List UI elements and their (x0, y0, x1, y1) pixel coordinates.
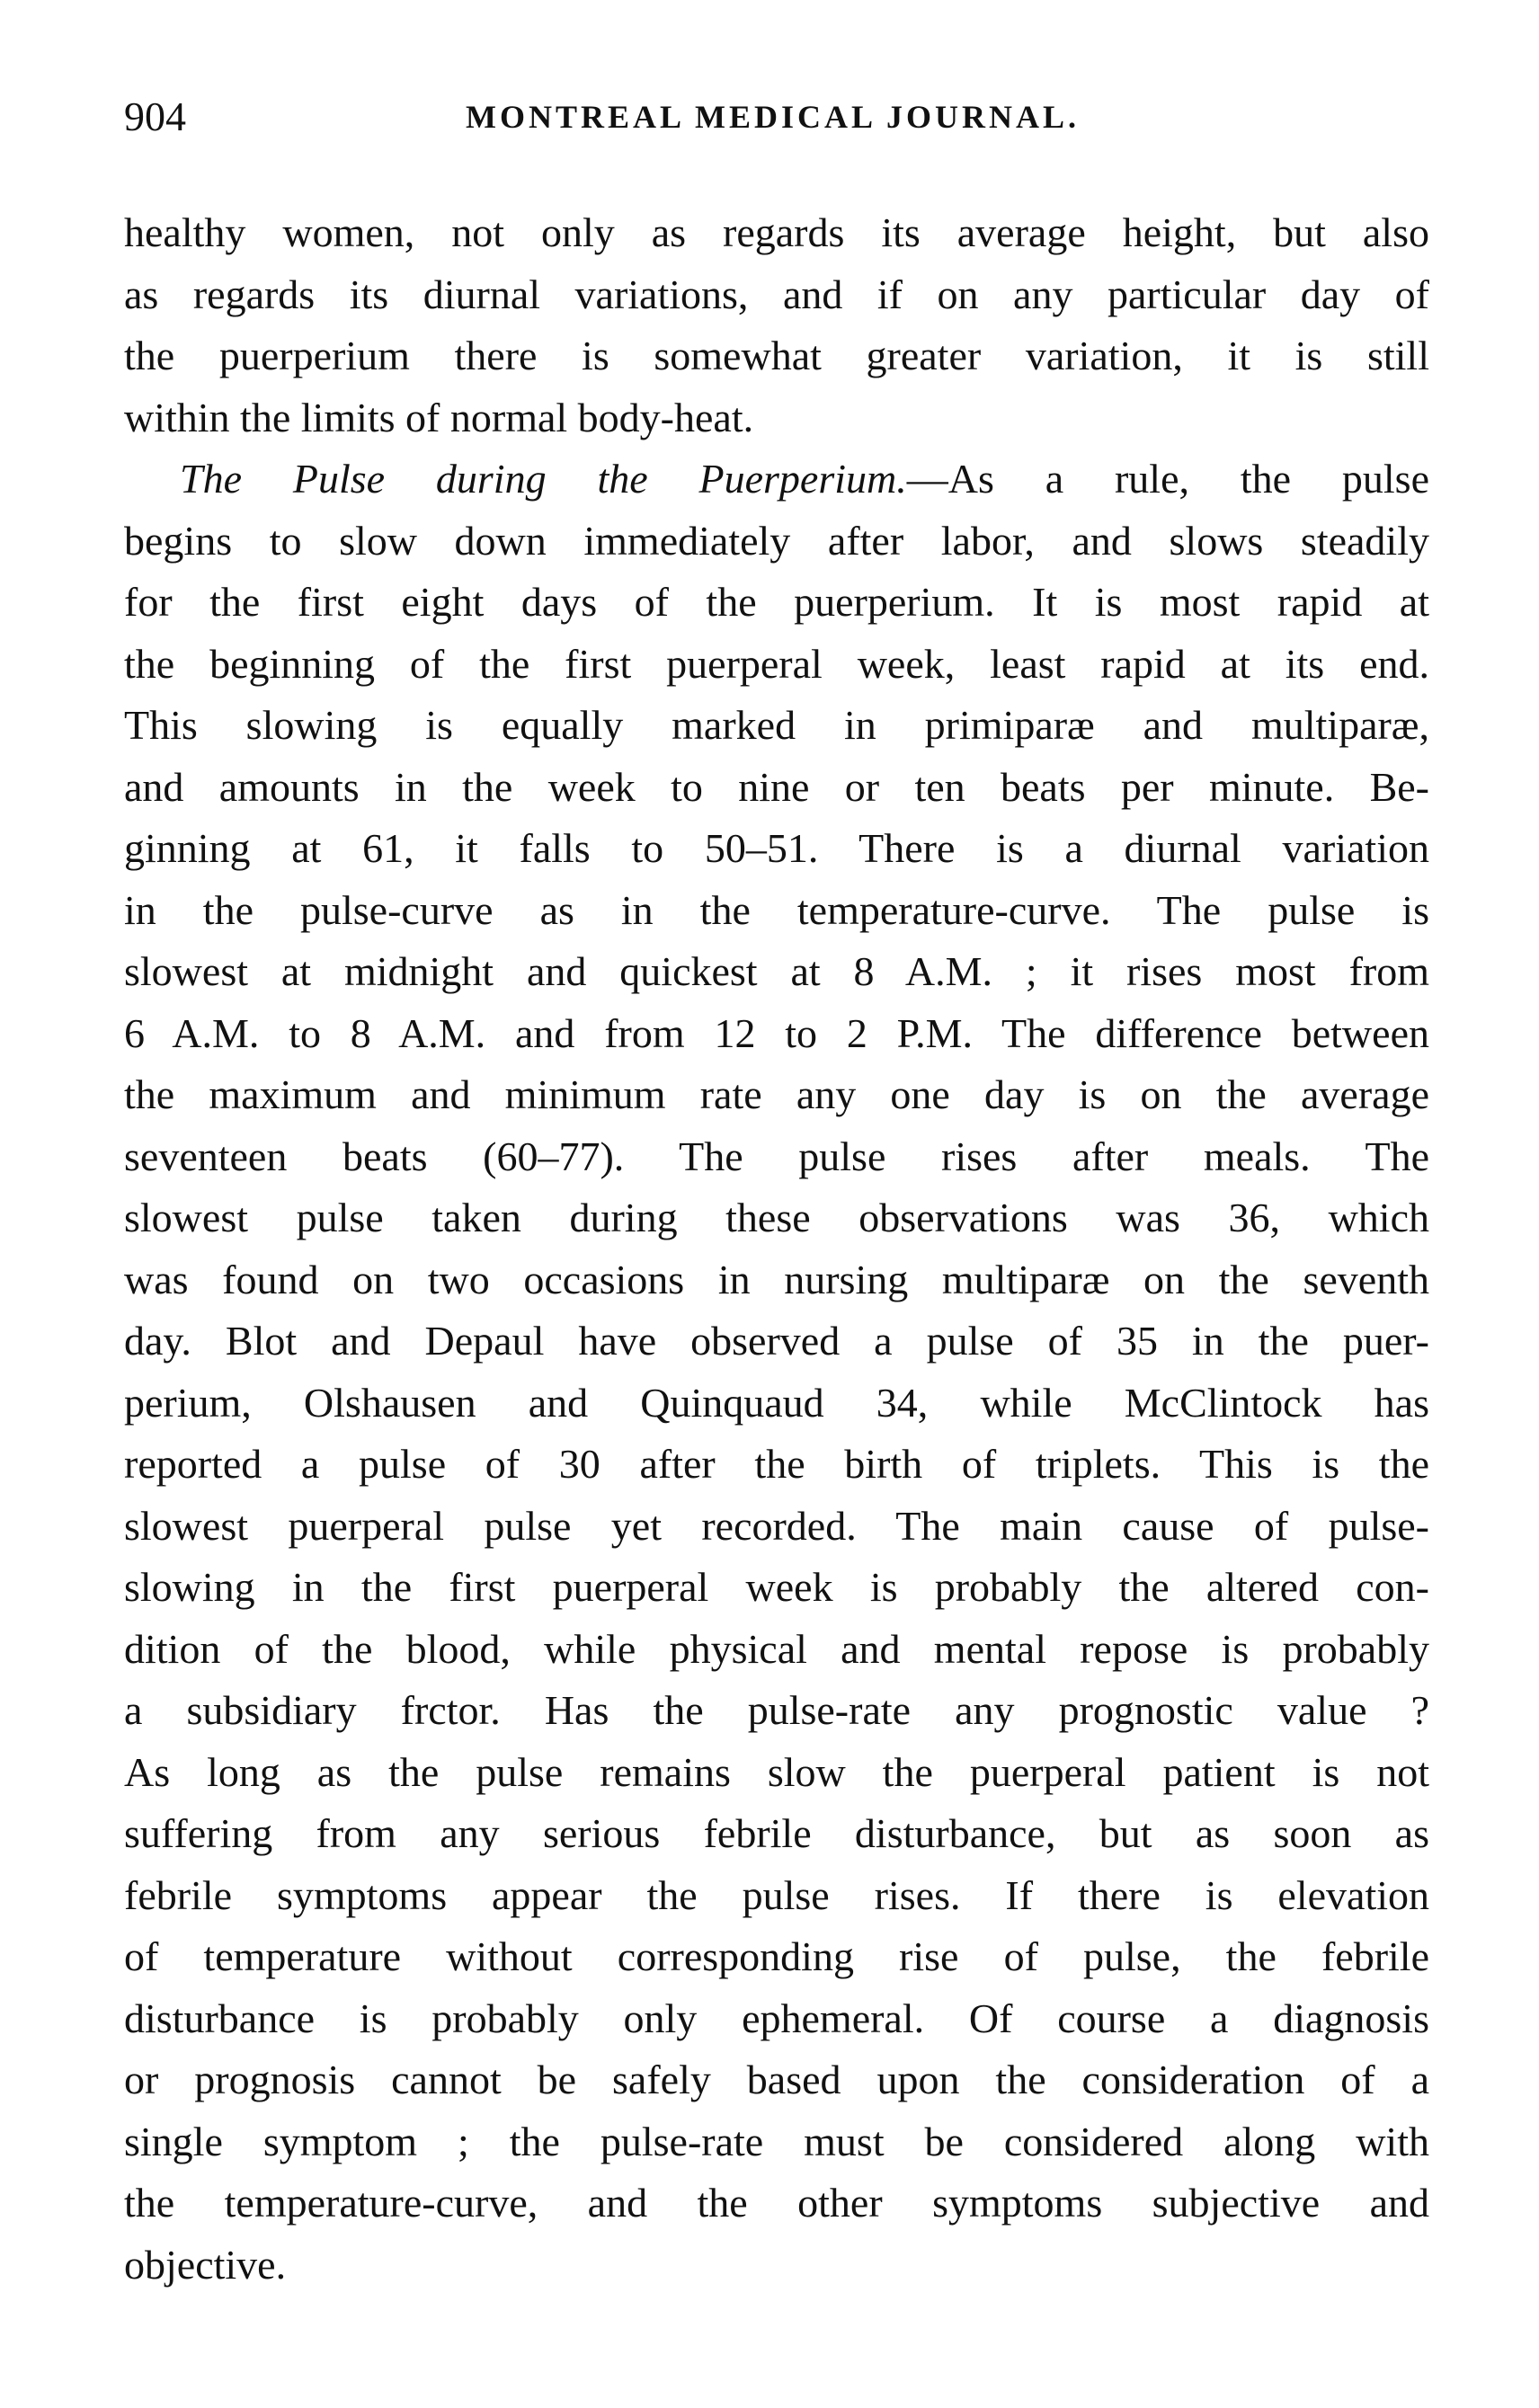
text-line: objective. (124, 2241, 287, 2288)
section-first-line-text: —As a rule, the pulse (906, 456, 1429, 502)
text-line: within the limits of normal body-heat. (124, 394, 754, 440)
text-line: dition of the blood, while physical and mental repose is probably (124, 1625, 1429, 1672)
text-line: single symptom ; the pulse-rate must be considered along with (124, 2118, 1429, 2164)
text-line: ginning at 61, it falls to 50–51. There is a diurnal variation (124, 825, 1429, 871)
text-line: a subsidiary frctor. Has the pulse-rate any prognostic value ? (124, 1687, 1429, 1733)
text-line: This slowing is equally marked in primiparæ and multiparæ, (124, 702, 1429, 748)
page-number: 904 (124, 93, 186, 139)
running-head (124, 85, 1429, 148)
text-line: disturbance is probably only ephemeral. Of course a diagnosis (124, 1995, 1429, 2041)
text-line: in the pulse-curve as in the temperature-curve. The pulse is (124, 886, 1429, 933)
text-line: 6 A.M. to 8 A.M. and from 12 to 2 P.M. The difference between (124, 1009, 1429, 1056)
text-line: and amounts in the week to nine or ten beats per minute. Be- (124, 763, 1429, 810)
text-line: day. Blot and Depaul have observed a pulse of 35 in the puer- (124, 1318, 1429, 1364)
section-heading: The Pulse during the Puerperium. (180, 456, 907, 502)
journal-title: MONTREAL MEDICAL JOURNAL. (466, 99, 1081, 135)
text-line: of temperature without corresponding rise of pulse, the febrile (124, 1933, 1429, 1979)
text-line: or prognosis cannot be safely based upon the consideration of a (124, 2057, 1429, 2102)
text-line: As long as the pulse remains slow the puerperal patient is not (124, 1748, 1429, 1795)
text-line: the temperature-curve, and the other symptoms subjective and (124, 2180, 1429, 2226)
text-line: seventeen beats (60–77). The pulse rises after meals. The (124, 1133, 1429, 1179)
text-line: slowest puerperal pulse yet recorded. The main cause of pulse- (124, 1502, 1429, 1549)
text-line: slowing in the first puerperal week is probably the altered con- (124, 1564, 1429, 1610)
text-line: slowest pulse taken during these observations was 36, which (124, 1195, 1429, 1240)
text-line: the maximum and minimum rate any one day is on the average (124, 1071, 1429, 1117)
text-line: slowest at midnight and quickest at 8 A.M. ; it rises most from (124, 948, 1429, 994)
text-line: the beginning of the first puerperal week, least rapid at its end. (124, 640, 1429, 687)
text-line: as regards its diurnal variations, and if on any particular day of (124, 271, 1429, 317)
text-line: healthy women, not only as regards its average height, but also (124, 209, 1429, 255)
body-text (124, 202, 1429, 2296)
text-line: the puerperium there is somewhat greater variation, it is still (124, 333, 1429, 378)
section-first-line (124, 449, 1429, 511)
text-line: for the first eight days of the puerperium. It is most rapid at (124, 579, 1429, 625)
document-page (124, 85, 1429, 2296)
text-line: suffering from any serious febrile disturbance, but as soon as (124, 1810, 1429, 1856)
text-line: reported a pulse of 30 after the birth of triplets. This is the (124, 1441, 1429, 1487)
text-line: was found on two occasions in nursing multiparæ on the seventh (124, 1256, 1429, 1302)
text-line: perium, Olshausen and Quinquaud 34, while McClintock has (124, 1379, 1429, 1426)
text-line: begins to slow down immediately after labor, and slows steadily (124, 517, 1429, 564)
text-line: febrile symptoms appear the pulse rises. If there is elevation (124, 1871, 1429, 1918)
